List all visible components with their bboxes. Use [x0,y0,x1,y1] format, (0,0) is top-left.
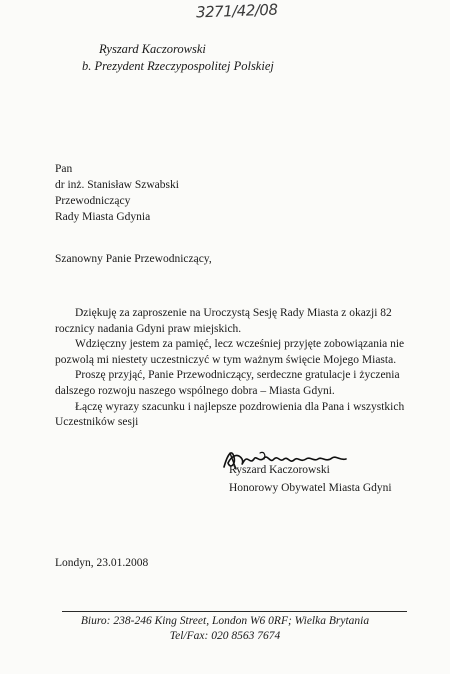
addressee-block [55,161,179,225]
addressee-line: Pan [55,163,73,175]
body-paragraph: Dziękuję za zaproszenie na Uroczystą Sesję Rady Miasta z okazji 82 rocznicy nadania Gdyni praw miejskich. [55,307,392,335]
salutation: Szanowny Panie Przewodniczący, [55,253,212,265]
addressee-line: Przewodniczący [55,195,131,207]
handwritten-reference-number: 3271/42/08 [195,0,278,22]
signatory-title: Honorowy Obywatel Miasta Gdyni [229,482,392,494]
footer-divider [62,611,407,612]
addressee-line: Rady Miasta Gdynia [55,211,151,223]
body-paragraph: Proszę przyjąć, Panie Przewodniczący, serdeczne gratulacje i życzenia dalszego rozwoju naszego wspólnego dobra – Miasta Gdyni. [55,369,400,397]
letter-body [55,306,405,431]
addressee-line: dr inż. Stanisław Szwabski [55,179,179,191]
signatory-name: Ryszard Kaczorowski [229,464,330,476]
footer-phone: Tel/Fax: 020 8563 7674 [169,630,281,642]
body-paragraph: Łączę wyrazy szacunku i najlepsze pozdrowienia dla Pana i wszystkich Uczestników sesji [55,400,405,429]
sender-name: Ryszard Kaczorowski [99,42,206,56]
place-and-date: Londyn, 23.01.2008 [55,557,149,569]
footer-address: Biuro: 238-246 King Street, London W6 0RF; Wielka Brytania [80,615,370,627]
body-paragraph: Wdzięczny jestem za pamięć, lecz wcześniej przyjęte zobowiązania nie pozwolą mi niestety uczestniczyć w tym ważnym święcie Mojego Miasta. [55,338,405,366]
sender-title: b. Prezydent Rzeczypospolitej Polskiej [82,59,274,73]
